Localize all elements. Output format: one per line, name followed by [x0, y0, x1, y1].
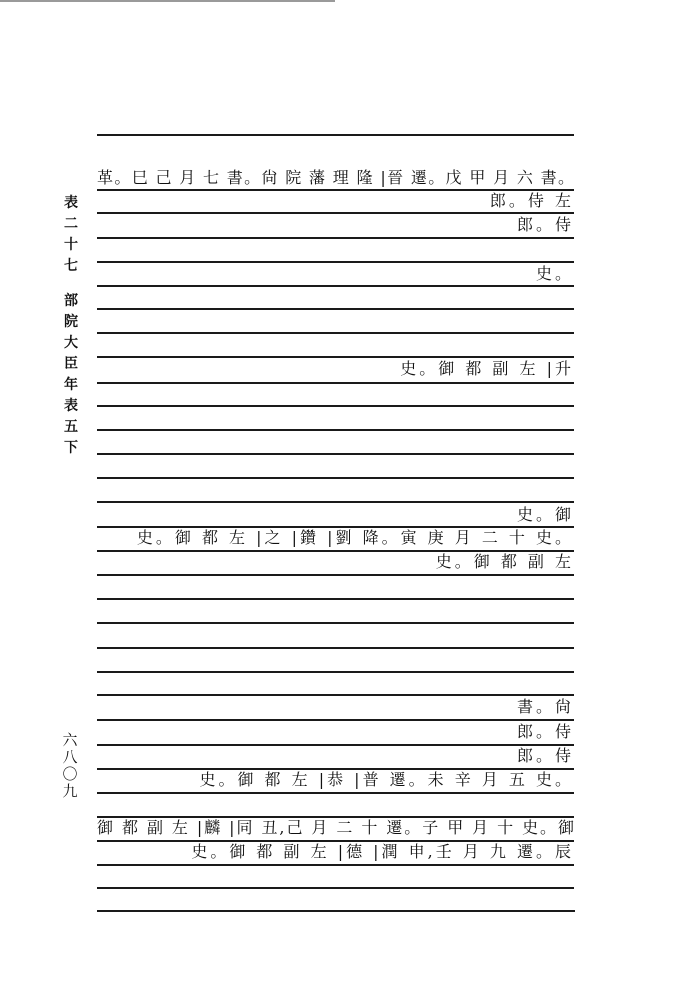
table-rule [97, 477, 574, 479]
table-rule [97, 622, 574, 624]
table-rule [97, 574, 574, 576]
table-rule [97, 429, 574, 431]
margin-title-char: 表 [64, 398, 78, 414]
table-rule [97, 887, 574, 889]
table-rule [97, 453, 574, 455]
text-row: 史。御 都 副 左 |德 |潤 申,壬 月 九 遷。辰 [191, 842, 574, 861]
text-row: 郎。侍 [516, 746, 574, 765]
text-row: 史。御 都 左 |恭 |普 遷。未 辛 月 五 史。 [199, 770, 574, 789]
table-rule [97, 598, 574, 600]
text-row: 史。御 [516, 505, 574, 524]
table-rule [97, 792, 574, 794]
table-rule [97, 864, 574, 866]
text-row: 郎。侍 左 [489, 191, 574, 210]
page-number-char: 六 [62, 731, 78, 749]
text-row: 郎。侍 [516, 215, 574, 234]
text-row: 史。御 都 副 左 [435, 552, 574, 571]
table-rule [97, 671, 574, 673]
page-number-char: 八 [62, 748, 78, 766]
page-number [58, 732, 82, 800]
margin-title-char: 十 [64, 237, 78, 253]
table-rule [97, 134, 574, 136]
table-rule [97, 382, 574, 384]
text-row: 郎。侍 [516, 722, 574, 741]
text-row: 史。御 都 左 |之 |鑽 |劉 降。寅 庚 月 二 十 史。 [136, 528, 574, 547]
page-number-char: 九 [62, 782, 78, 800]
text-row: 史。 [535, 264, 574, 283]
text-row: 革。巳 己 月 七 書。尙 院 藩 理 隆 |晉 遷。戊 甲 月 六 書。 [97, 168, 574, 187]
margin-title-char: 院 [64, 314, 78, 330]
margin-title-char: 七 [64, 258, 78, 274]
text-row: 史。御 都 副 左 |升 [400, 359, 574, 378]
table-rule [97, 910, 575, 912]
table-rule [97, 237, 574, 239]
top-edge-rule [0, 0, 335, 2]
table-rule [97, 647, 574, 649]
margin-title-char: 五 [64, 419, 78, 435]
table-rule [97, 285, 574, 287]
table-rule [97, 332, 574, 334]
table-rule [97, 501, 574, 503]
page-number-char: 〇 [62, 765, 78, 783]
margin-title-char: 臣 [64, 356, 78, 372]
margin-title-char: 表 [64, 195, 78, 211]
text-row: 書。尙 [516, 697, 574, 716]
text-row: 御 都 副 左 |麟 |同 丑,己 月 二 十 遷。子 甲 月 十 史。御 [97, 818, 574, 837]
margin-title-char: 二 [64, 216, 78, 232]
margin-title-char: 年 [64, 377, 78, 393]
margin-title-char: 大 [64, 335, 78, 351]
margin-title-char: 下 [64, 440, 78, 456]
margin-title [60, 193, 82, 459]
table-rule [97, 308, 574, 310]
margin-title-char: 部 [64, 293, 78, 309]
table-rule [97, 405, 574, 407]
